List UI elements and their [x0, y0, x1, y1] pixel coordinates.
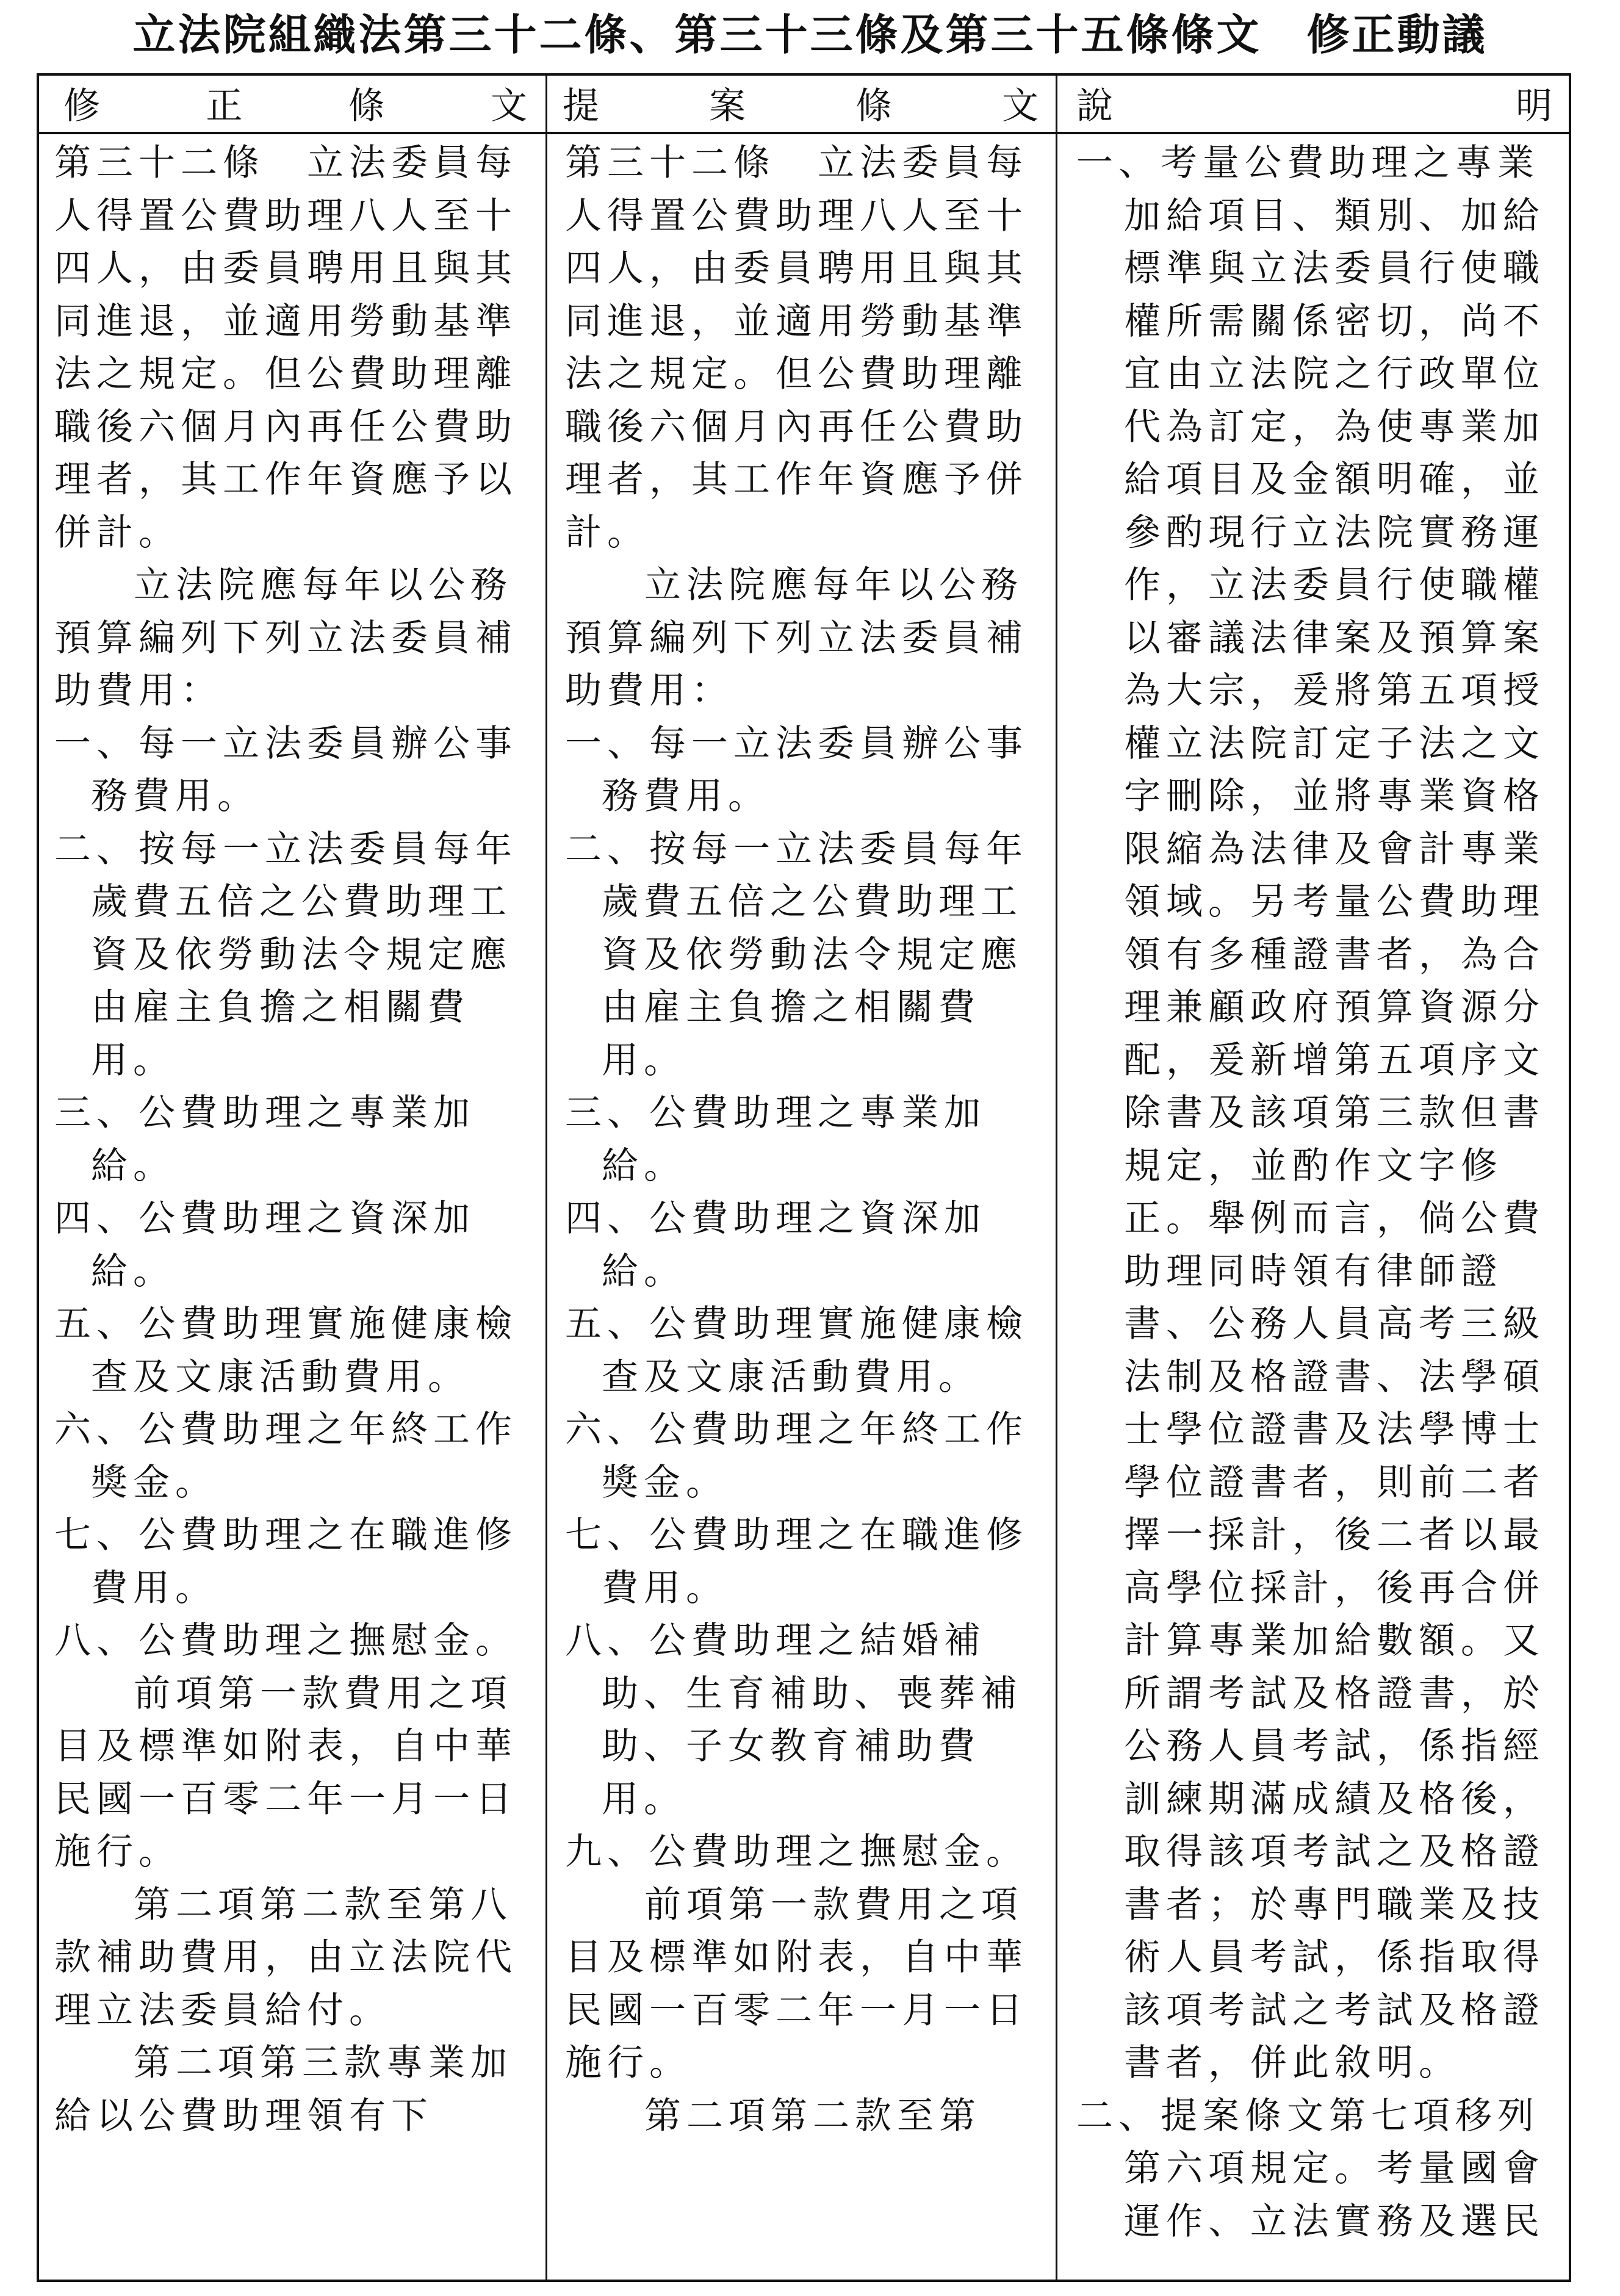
- comparison-table: [37, 73, 1571, 2282]
- header-char: 條: [855, 85, 892, 128]
- paragraph: 前項第一款費用之項目及標準如附表，自中華民國一百零二年一月一日施行。: [54, 1672, 517, 1873]
- list-item: 七、公費助理之在職進修費用。: [565, 1514, 1028, 1610]
- list-item: 四、公費助理之資深加給。: [54, 1197, 475, 1293]
- amended-text-column: [54, 137, 539, 2280]
- paragraph: 立法院應每年以公務預算編列下列立法委員補助費用：: [565, 564, 1028, 712]
- article-32-text: 第三十二條 立法委員每人得置公費助理八人至十四人，由委員聘用且與其同進退，並適用勞動基準法之規定。但公費助理離職後六個月內再任公費助理者，其工作年資應予併計。: [565, 142, 1028, 554]
- list-item: 三、公費助理之專業加給。: [565, 1092, 986, 1187]
- header-char: 說: [1076, 85, 1113, 128]
- paragraph: 第二項第三款專業加給以公費助理領有下: [54, 2042, 513, 2137]
- list-item: 六、公費助理之年終工作獎金。: [54, 1408, 517, 1504]
- paragraph: 第二項第二款至第: [644, 2094, 981, 2137]
- list-item: 一、每一立法委員辦公事務費用。: [565, 722, 1028, 818]
- list-item: 一、每一立法委員辦公事務費用。: [54, 722, 517, 818]
- list-item: 四、公費助理之資深加給。: [565, 1197, 986, 1293]
- list-item: 八、公費助理之結婚補助、生育補助、喪葬補助、子女教育補助費用。: [565, 1619, 1023, 1821]
- header-char: 明: [1516, 85, 1552, 128]
- list-item: 二、按每一立法委員每年歲費五倍之公費助理工資及依勞動法令規定應由雇主負擔之相關費用。: [565, 827, 1028, 1082]
- column-divider-2: [1056, 76, 1057, 2280]
- list-item: 六、公費助理之年終工作獎金。: [565, 1408, 1028, 1504]
- header-amended-text: [63, 83, 527, 129]
- paragraph: 立法院應每年以公務預算編列下列立法委員補助費用：: [54, 564, 517, 712]
- header-char: 條: [348, 85, 385, 128]
- paragraph: 前項第一款費用之項目及標準如附表，自中華民國一百零二年一月一日施行。: [565, 1883, 1028, 2084]
- column-divider-1: [545, 76, 547, 2280]
- list-item: 五、公費助理實施健康檢查及文康活動費用。: [54, 1303, 517, 1398]
- paragraph: 第二項第二款至第八款補助費用，由立法院代理立法委員給付。: [54, 1883, 517, 2032]
- list-item: 二、按每一立法委員每年歲費五倍之公費助理工資及依勞動法令規定應由雇主負擔之相關費用。: [54, 827, 517, 1082]
- explanation-column: [1076, 137, 1558, 2280]
- article-32-text: 第三十二條 立法委員每人得置公費助理八人至十四人，由委員聘用且與其同進退，並適用勞動基準法之規定。但公費助理離職後六個月內再任公費助理者，其工作年資應予以併計。: [54, 142, 517, 554]
- list-item: 八、公費助理之撫慰金。: [54, 1619, 517, 1662]
- explanation-point-2: 二、提案條文第七項移列第六項規定。考量國會運作、立法實務及選民: [1076, 2094, 1545, 2243]
- header-char: 文: [490, 85, 527, 128]
- header-explanation: [1076, 83, 1552, 129]
- header-proposed-text: [563, 83, 1039, 129]
- list-item: 三、公費助理之專業加給。: [54, 1092, 475, 1187]
- header-char: 文: [1002, 85, 1039, 128]
- explanation-point-1: 一、考量公費助理之專業加給項目、類別、加給標準與立法委員行使職權所需關係密切，尚不宜由立法院之行政單位代為訂定，為使專業加給項目及金額明確，並參酌現行立法院實務運作，立法委員行使職權以審議法律案及預算案為大宗，爰將第五項授權立法院訂定子法之文字刪除，並將專業資格限縮為法律及會計專業領域。另考量公費助理領有多種證書者，為合理兼顧政府預算資源分配，爰新增第五項序文除書及該項第三款但書規定，並酌作文字修正。舉例而言，倘公費助理同時領有律師證書、公務人員高考三級法制及格證書、法學碩士學位證書及法學博士學位證書者，則前二者擇一採計，後二者以最高學位採計，後再合併計算專業加給數額。又所謂考試及格證書，於公務人員考試，係指經訓練期滿成績及格後，取得該項考試之及格證書者；於專門職業及技術人員考試，係指取得該項考試之考試及格證書者，併此敘明。: [1076, 142, 1545, 2084]
- list-item: 五、公費助理實施健康檢查及文康活動費用。: [565, 1303, 1028, 1398]
- proposed-text-column: [565, 137, 1047, 2280]
- header-char: 正: [206, 85, 243, 128]
- header-char: 提: [563, 85, 599, 128]
- header-char: 案: [709, 85, 746, 128]
- header-char: 修: [63, 85, 100, 128]
- header-divider: [39, 132, 1569, 134]
- list-item: 九、公費助理之撫慰金。: [565, 1830, 1028, 1873]
- document-title: 立法院組織法第三十二條、第三十三條及第三十五條條文 修正動議: [132, 9, 1488, 60]
- list-item: 七、公費助理之在職進修費用。: [54, 1514, 517, 1610]
